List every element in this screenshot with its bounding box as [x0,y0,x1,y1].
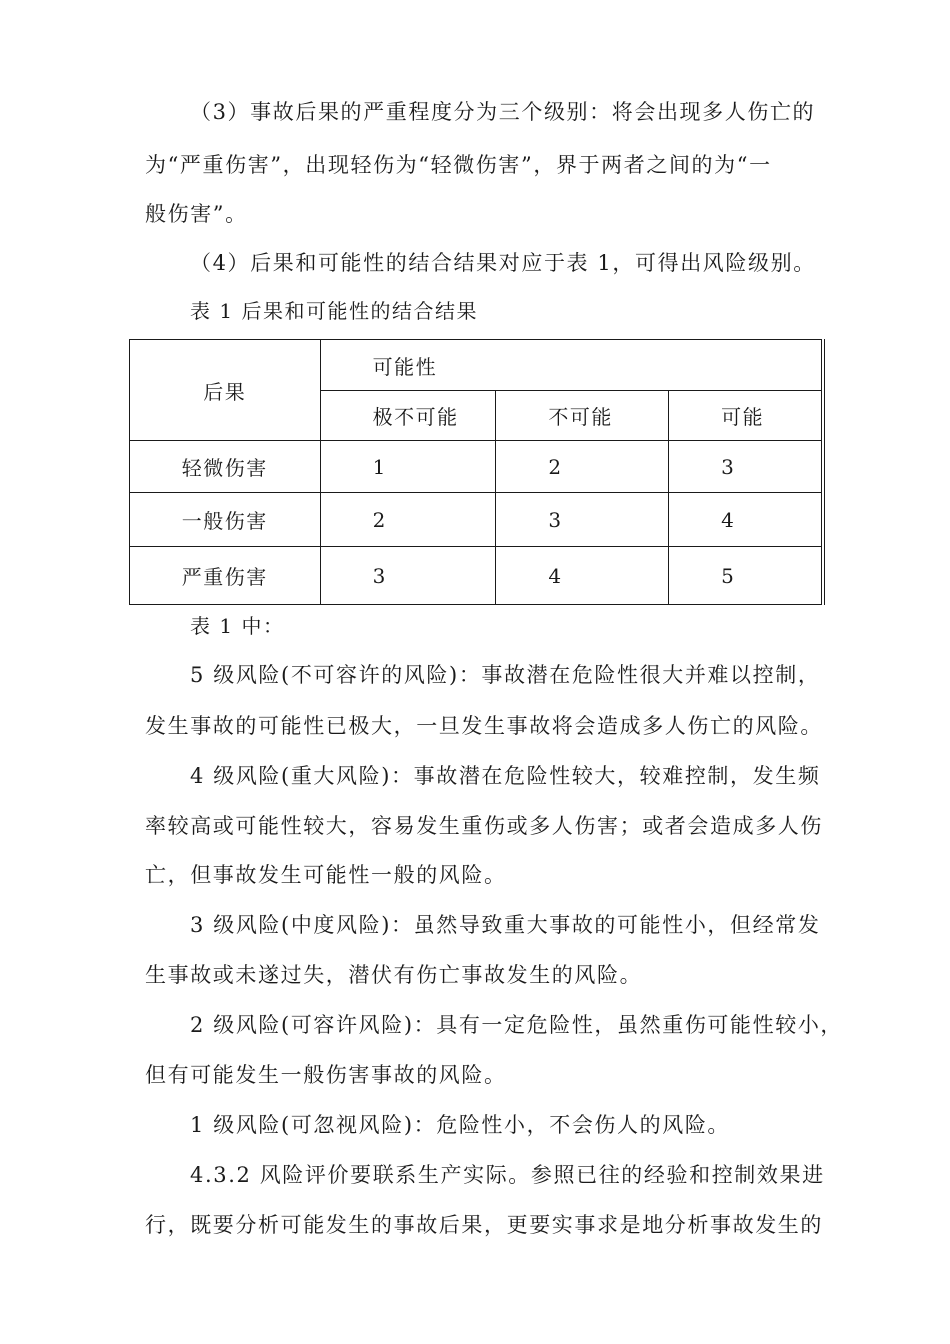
row-label: 严重伤害 [130,547,321,605]
level-5-line-2: 发生事故的可能性已极大，一旦发生事故将会造成多人伤亡的风险。 [145,714,823,738]
table-note: 表 1 中： [190,614,285,638]
paragraph-3-line-2: 为“严重伤害”，出现轻伤为“轻微伤害”，界于两者之间的为“一 [145,153,772,177]
table-cell: 5 [669,547,822,605]
table-row [130,441,822,493]
level-3-line-1: 3 级风险(中度风险)：虽然导致重大事故的可能性小，但经常发 [190,913,821,937]
table-cell: 3 [496,493,669,547]
column-header: 可能 [669,391,822,441]
row-label: 轻微伤害 [130,441,321,493]
paragraph-3-line-1: （3）事故后果的严重程度分为三个级别：将会出现多人伤亡的 [190,100,816,124]
header-consequence: 后果 [130,340,321,441]
paragraph-3-line-3: 般伤害”。 [145,202,248,226]
level-2-line-2: 但有可能发生一般伤害事故的风险。 [145,1063,507,1087]
column-header: 极不可能 [320,391,496,441]
table-row [130,493,822,547]
table-cell: 2 [496,441,669,493]
section-432-line-2: 行，既要分析可能发生的事故后果，更要实事求是地分析事故发生的 [145,1213,823,1237]
table-cell: 1 [320,441,496,493]
table-cell: 4 [669,493,822,547]
level-4-line-1: 4 级风险(重大风险)：事故潜在危险性较大，较难控制，发生频 [190,764,821,788]
risk-matrix-table [129,339,822,605]
table-cell: 2 [320,493,496,547]
level-2-line-1: 2 级风险(可容许风险)：具有一定危险性，虽然重伤可能性较小， [190,1013,844,1037]
paragraph-4: （4）后果和可能性的结合结果对应于表 1，可得出风险级别。 [190,251,816,275]
level-4-line-3: 亡，但事故发生可能性一般的风险。 [145,863,507,887]
table-border-double [822,339,825,605]
table-cell: 3 [669,441,822,493]
table-cell: 4 [496,547,669,605]
level-3-line-2: 生事故或未遂过失，潜伏有伤亡事故发生的风险。 [145,963,643,987]
table-cell: 3 [320,547,496,605]
table-caption: 表 1 后果和可能性的结合结果 [190,299,478,323]
table-row [130,547,822,605]
section-432-line-1: 4.3.2 风险评价要联系生产实际。参照已往的经验和控制效果进 [190,1163,825,1187]
level-5-line-1: 5 级风险(不可容许的风险)：事故潜在危险性很大并难以控制， [190,663,821,687]
level-4-line-2: 率较高或可能性较大，容易发生重伤或多人伤害；或者会造成多人伤 [145,814,823,838]
row-label: 一般伤害 [130,493,321,547]
header-possibility: 可能性 [320,340,821,391]
level-1-line-1: 1 级风险(可忽视风险)：危险性小，不会伤人的风险。 [190,1113,731,1137]
column-header: 不可能 [496,391,669,441]
